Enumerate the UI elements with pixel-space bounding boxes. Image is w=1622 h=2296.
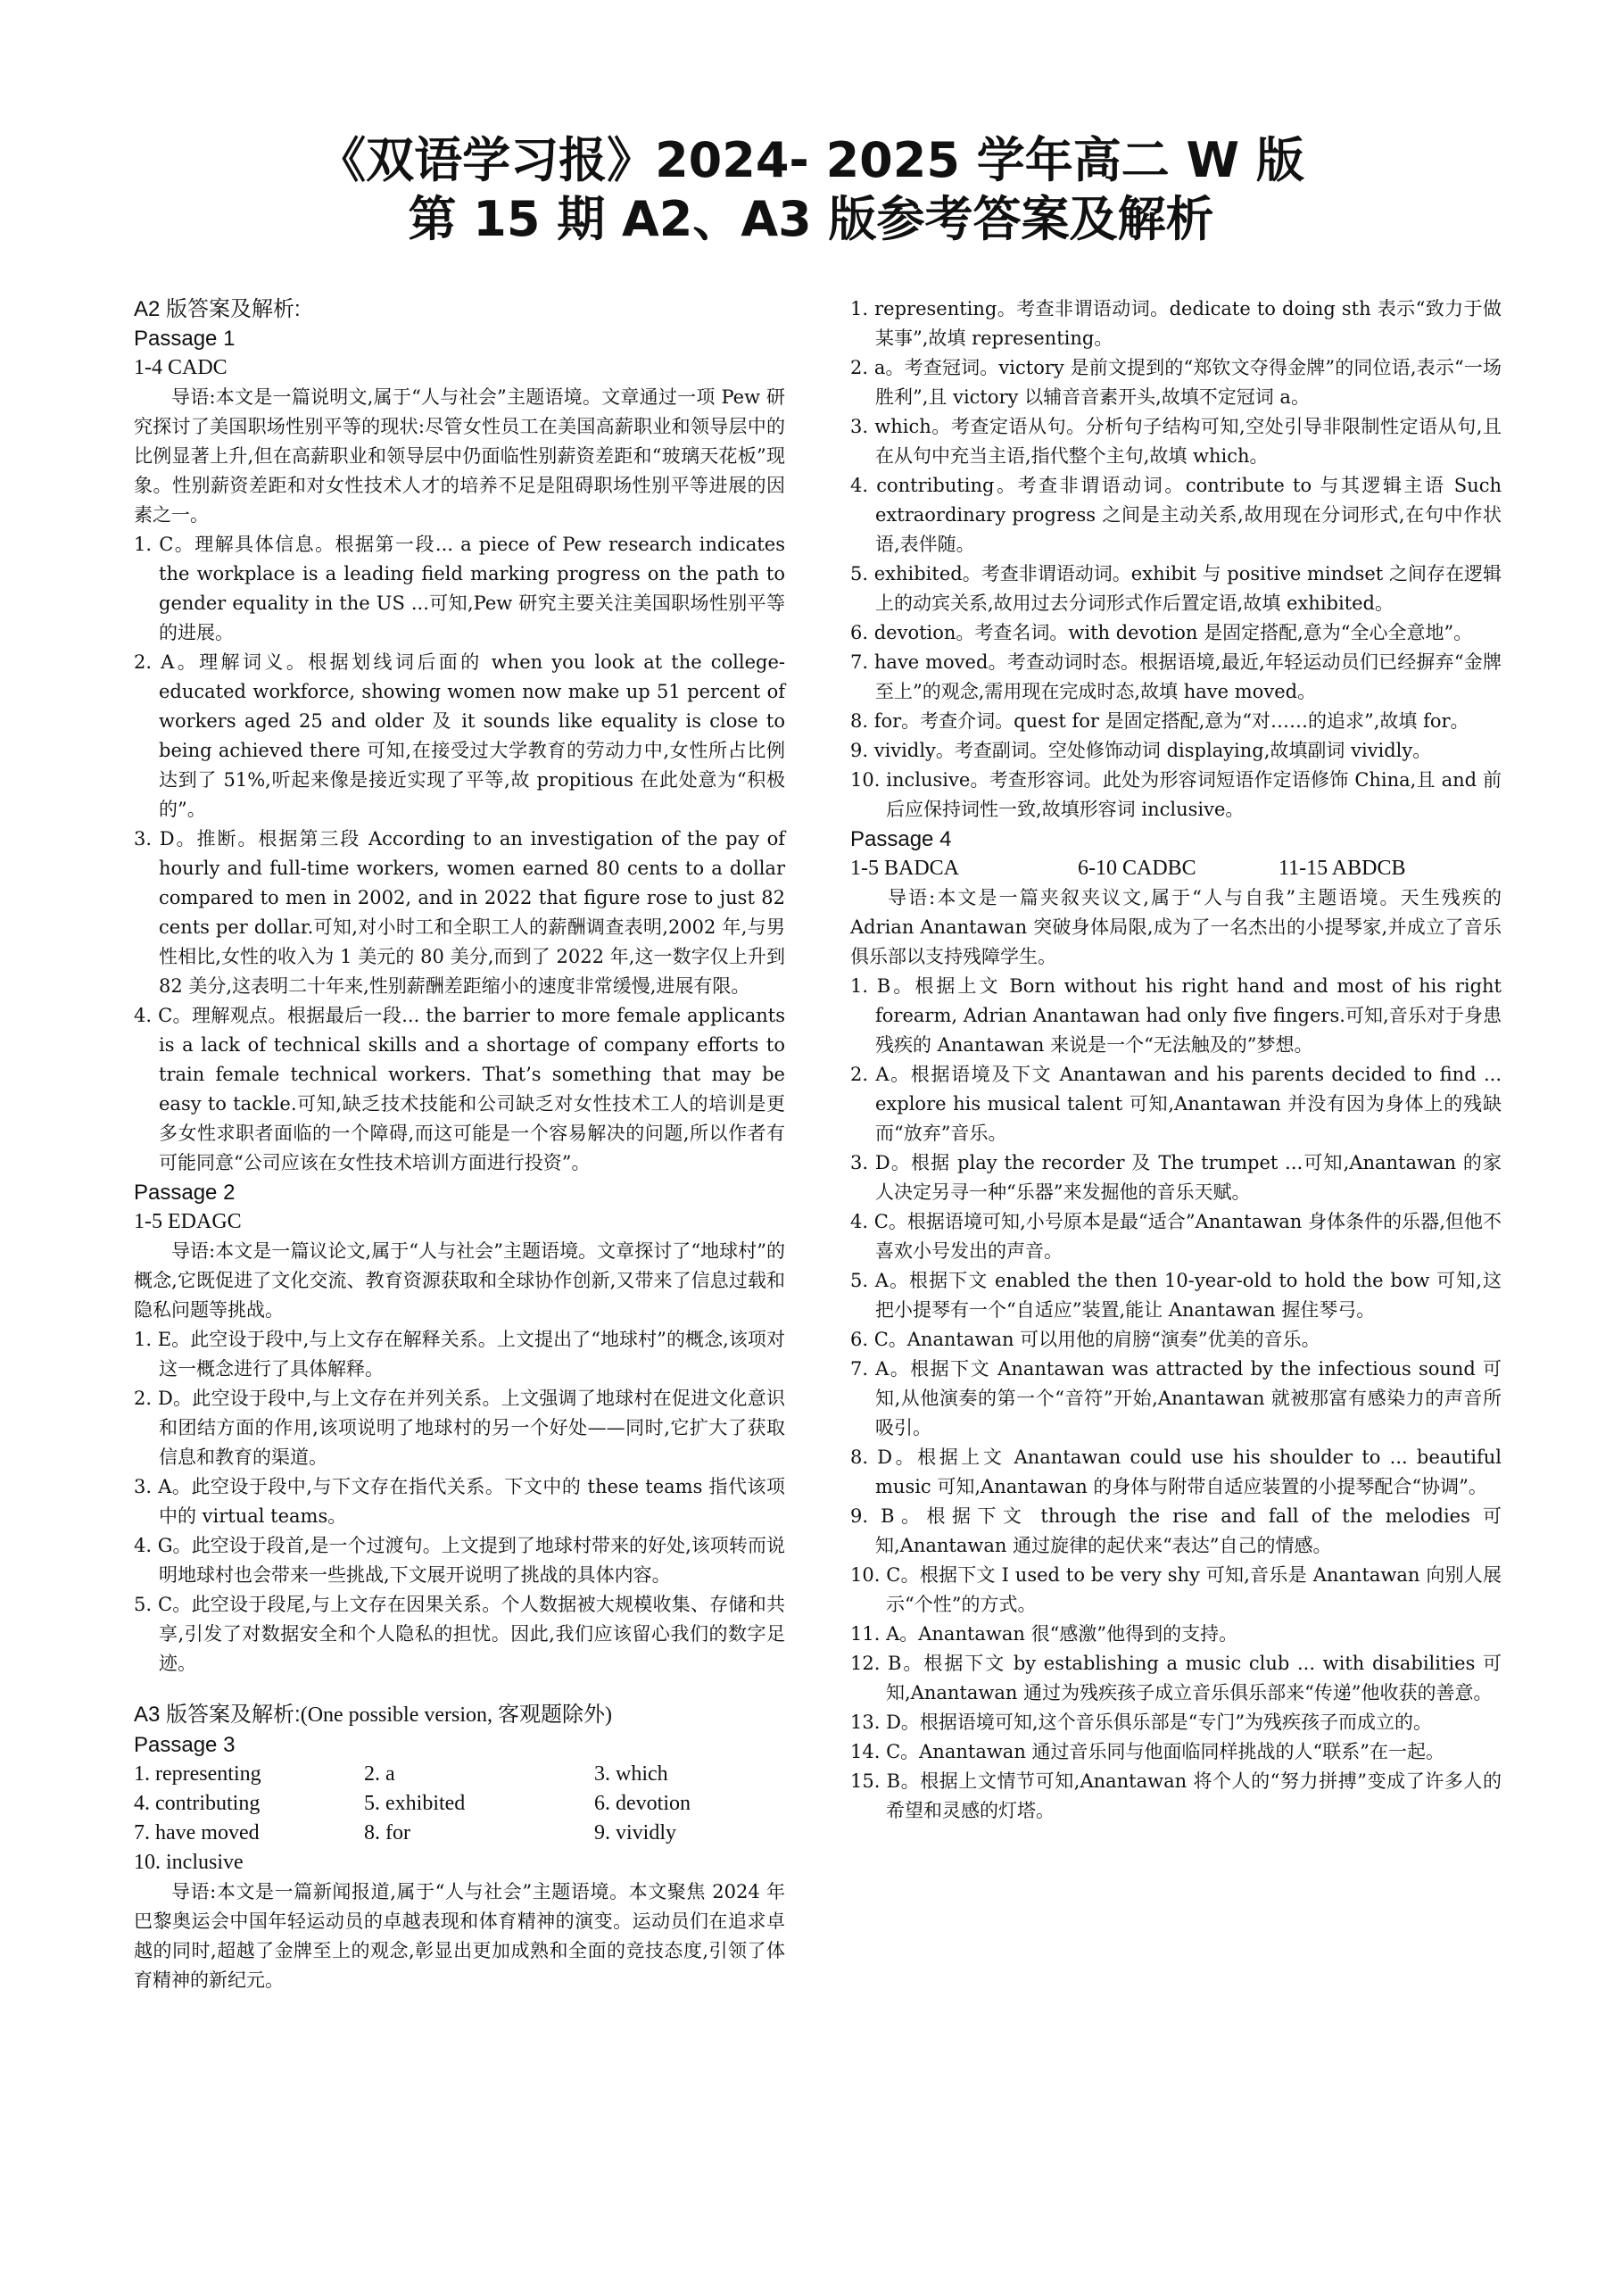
passage1-intro: 导语:本文是一篇说明文,属于“人与社会”主题语境。文章通过一项 Pew 研究探讨了美国职场性别平等的现状:尽管女性员工在美国高薪职业和领导层中的比例显著上升,但在高薪职业和领导层中仍面临性别薪资差距和“玻璃天花板”现象。性别薪资差距和对女性技术人才的培养不足是阻碍职场性别平等进展的因素之一。 — [134, 386, 785, 526]
page-title-line1: 《双语学习报》2024- 2025 学年高二 W 版 — [318, 132, 1304, 188]
left-column — [134, 294, 785, 1995]
passage3-explanation: 7. have moved。考查动词时态。根据语境,最近,年轻运动员们已经摒弃“金牌至上”的观念,需用现在完成时态,故填 have moved。 — [850, 651, 1502, 702]
passage3-explanation: 5. exhibited。考查非谓语动词。exhibit 与 positive mindset 之间存在逻辑上的动宾关系,故用过去分词形式作后置定语,故填 exhibited。 — [850, 563, 1502, 614]
passage4-explanation: 3. D。根据 play the recorder 及 The trumpet ...可知,Anantawan 的家人决定另寻一种“乐器”来发掘他的音乐天赋。 — [850, 1152, 1502, 1203]
passage3-answer-grid — [134, 1760, 785, 1877]
passage3-explanation: 1. representing。考查非谓语动词。dedicate to doing sth 表示“致力于做某事”,故填 representing。 — [850, 298, 1502, 349]
passage3-answer: 9. vividly — [594, 1821, 677, 1844]
passage3-explanation: 2. a。考查冠词。victory 是前文提到的“郑钦文夺得金牌”的同位语,表示“一场胜利”,且 victory 以辅音音素开头,故填不定冠词 a。 — [850, 357, 1502, 408]
passage4-explanation: 15. B。根据上文情节可知,Anantawan 将个人的“努力拼搏”变成了许多人的希望和灵感的灯塔。 — [850, 1770, 1502, 1821]
section-spacer — [134, 1678, 785, 1700]
passage4-explanation: 4. C。根据语境可知,小号原本是最“适合”Anantawan 身体条件的乐器,但他不喜欢小号发出的声音。 — [850, 1211, 1502, 1262]
page-title-line2: 第 15 期 A2、A3 版参考答案及解析 — [408, 191, 1214, 247]
passage1-answer-key: 1-4 CADC — [134, 356, 228, 379]
passage4-explanation: 8. D。根据上文 Anantawan could use his shoulder to ... beautiful music 可知,Anantawan 的身体与附带自适应装置的小提琴配合“协调”。 — [850, 1446, 1502, 1497]
a3-heading-label: A3 版答案及解析: — [134, 1703, 301, 1727]
passage1-heading: Passage 1 — [134, 327, 236, 351]
passage4-explanation: 2. A。根据语境及下文 Anantawan and his parents decided to find ... explore his musical talent 可知,Anantawan 并没有因为身体上的残缺而“放弃”音乐。 — [850, 1064, 1502, 1144]
passage3-answer: 5. exhibited — [364, 1792, 466, 1815]
passage4-explanation: 13. D。根据语境可知,这个音乐俱乐部是“专门”为残疾孩子而成立的。 — [850, 1712, 1433, 1733]
passage4-explanation: 7. A。根据下文 Anantawan was attracted by the infectious sound 可知,从他演奏的第一个“音符”开始,Anantawan 就被那富有感染力的声音所吸引。 — [850, 1358, 1502, 1438]
passage4-intro: 导语:本文是一篇夹叙夹议文,属于“人与自我”主题语境。天生残疾的 Adrian Anantawan 突破身体局限,成为了一名杰出的小提琴家,并成立了音乐俱乐部以支持残障学生。 — [850, 887, 1502, 967]
passage3-intro: 导语:本文是一篇新闻报道,属于“人与社会”主题语境。本文聚焦 2024 年巴黎奥运会中国年轻运动员的卓越表现和体育精神的演变。运动员们在追求卓越的同时,超越了金牌至上的观念,彰显出更加成熟和全面的竞技态度,引领了体育精神的新纪元。 — [134, 1881, 785, 1991]
passage2-explanation: 4. G。此空设于段首,是一个过渡句。上文提到了地球村带来的好处,该项转而说明地球村也会带来一些挑战,下文展开说明了挑战的具体内容。 — [134, 1535, 785, 1586]
passage1-explanation: 2. A。理解词义。根据划线词后面的 when you look at the college-educated workforce, showing women now make up 51 percent of workers aged 25 and older 及 it sounds like equality is close to being achieved there 可知,在接受过大学教育的劳动力中,女性所占比例达到了 51%,听起来像是接近实现了平等,故 propitious 在此处意为“积极的”。 — [134, 651, 785, 820]
passage4-answer-key: 11-15 ABDCB — [1279, 857, 1406, 880]
passage2-intro: 导语:本文是一篇议论文,属于“人与社会”主题语境。文章探讨了“地球村”的概念,它既促进了文化交流、教育资源获取和全球协作创新,又带来了信息过载和隐私问题等挑战。 — [134, 1240, 785, 1321]
passage2-explanation: 2. D。此空设于段中,与上文存在并列关系。上文强调了地球村在促进文化意识和团结方面的作用,该项说明了地球村的另一个好处——同时,它扩大了获取信息和教育的渠道。 — [134, 1388, 785, 1468]
passage4-answer-keys — [850, 854, 1502, 883]
passage3-answer: 6. devotion — [594, 1792, 691, 1815]
passage1-explanation: 3. D。推断。根据第三段 According to an investigation of the pay of hourly and full-time workers, women earned 80 cents to a dollar compared to men in 2002, and in 2022 that figure rose to just 82 cents per dollar.可知,对小时工和全职工人的薪酬调查表明,2002 年,与男性相比,女性的收入为 1 美元的 80 美分,而到了 2022 年,这一数字仅上升到 82 美分,这表明二十年来,性别薪酬差距缩小的速度非常缓慢,进展有限。 — [134, 828, 785, 997]
passage1-explanation: 4. C。理解观点。根据最后一段... the barrier to more female applicants is a lack of technical skills and a shortage of company efforts to train female technical workers. That’s something that may be easy to tackle.可知,缺乏技术技能和公司缺乏对女性技术工人的培训是更多女性求职者面临的一个障碍,而这可能是一个容易解决的问题,所以作者有可能同意“公司应该在女性技术培训方面进行投资”。 — [134, 1005, 785, 1173]
a3-section-heading — [134, 1700, 785, 1730]
passage3-heading: Passage 3 — [134, 1733, 236, 1757]
passage4-explanation: 9. B。根据下文 through the rise and fall of the melodies 可知,Anantawan 通过旋律的起伏来“表达”自己的情感。 — [850, 1505, 1502, 1556]
passage3-answer: 3. which — [594, 1762, 668, 1786]
passage3-answer: 10. inclusive — [134, 1851, 244, 1874]
passage3-explanation: 4. contributing。考查非谓语动词。contribute to 与其逻辑主语 Such extraordinary progress 之间是主动关系,故用现在分词形式,在句中作状语,表伴随。 — [850, 475, 1502, 555]
passage3-answer: 8. for — [364, 1821, 410, 1844]
a3-heading-note: (One possible version, 客观题除外) — [300, 1703, 612, 1727]
passage4-explanation: 10. C。根据下文 I used to be very shy 可知,音乐是 Anantawan 向别人展示“个性”的方式。 — [850, 1564, 1502, 1615]
passage4-explanation: 1. B。根据上文 Born without his right hand and most of his right forearm, Adrian Anantawan had only five fingers.可知,音乐对于身患残疾的 Anantawan 来说是一个“无法触及的”梦想。 — [850, 975, 1502, 1056]
passage3-explanation: 6. devotion。考查名词。with devotion 是固定搭配,意为“全心全意地”。 — [850, 622, 1473, 643]
passage4-explanation: 12. B。根据下文 by establishing a music club ... with disabilities 可知,Anantawan 通过为残疾孩子成立音乐俱乐部来“传递”他收获的善意。 — [850, 1653, 1502, 1703]
passage2-explanation: 1. E。此空设于段中,与上文存在解释关系。上文提出了“地球村”的概念,该项对这一概念进行了具体解释。 — [134, 1329, 785, 1380]
passage3-answer: 1. representing — [134, 1762, 261, 1786]
passage3-answer: 2. a — [364, 1762, 395, 1786]
passage4-heading: Passage 4 — [850, 827, 952, 851]
a2-section-heading: A2 版答案及解析: — [134, 297, 301, 321]
passage3-explanation: 8. for。考查介词。quest for 是固定搭配,意为“对……的追求”,故填 for。 — [850, 710, 1469, 732]
passage2-explanation: 3. A。此空设于段中,与下文存在指代关系。下文中的 these teams 指代该项中的 virtual teams。 — [134, 1476, 785, 1527]
passage3-explanation: 9. vividly。考查副词。空处修饰动词 displaying,故填副词 vividly。 — [850, 740, 1432, 761]
passage4-explanation: 14. C。Anantawan 通过音乐同与他面临同样挑战的人“联系”在一起。 — [850, 1741, 1444, 1762]
passage4-answer-key: 6-10 CADBC — [1078, 857, 1196, 880]
passage4-explanation: 5. A。根据下文 enabled the then 10-year-old to hold the bow 可知,这把小提琴有一个“自适应”装置,能让 Anantawan 握住琴弓。 — [850, 1270, 1502, 1321]
passage2-heading: Passage 2 — [134, 1181, 236, 1205]
passage2-answer-key: 1-5 EDAGC — [134, 1210, 242, 1233]
passage3-answer: 4. contributing — [134, 1792, 261, 1815]
passage3-answer: 7. have moved — [134, 1821, 260, 1844]
passage3-explanation: 3. which。考查定语从句。分析句子结构可知,空处引导非限制性定语从句,且在从句中充当主语,指代整个主句,故填 which。 — [850, 416, 1502, 467]
passage2-explanation: 5. C。此空设于段尾,与上文存在因果关系。个人数据被大规模收集、存储和共享,引发了对数据安全和个人隐私的担忧。因此,我们应该留心我们的数字足迹。 — [134, 1594, 785, 1674]
passage1-explanation: 1. C。理解具体信息。根据第一段... a piece of Pew research indicates the workplace is a leading field marking progress on the path to gender equality in the US ...可知,Pew 研究主要关注美国职场性别平等的进展。 — [134, 534, 785, 643]
passage3-explanation: 10. inclusive。考查形容词。此处为形容词短语作定语修饰 China,且 and 前后应保持词性一致,故填形容词 inclusive。 — [850, 769, 1502, 820]
passage4-answer-key: 1-5 BADCA — [850, 857, 960, 880]
right-column — [850, 294, 1502, 1826]
passage4-explanation: 6. C。Anantawan 可以用他的肩膀“演奏”优美的音乐。 — [850, 1329, 1320, 1350]
passage4-explanation: 11. A。Anantawan 很“感激”他得到的支持。 — [850, 1623, 1238, 1645]
